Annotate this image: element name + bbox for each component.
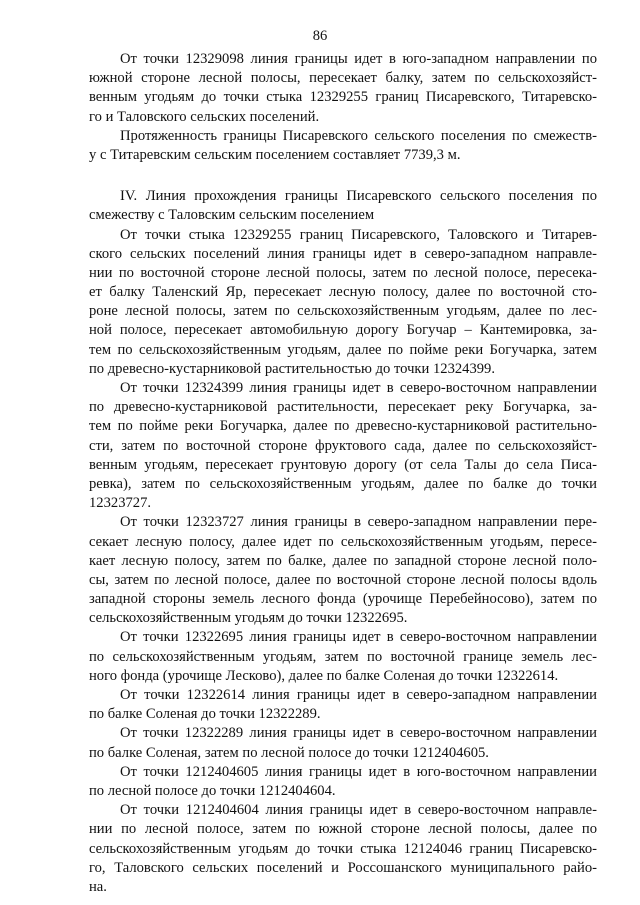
text-line: по древесно-кустарниковой растительности, пересекает реку Богучарка, за- <box>89 399 597 416</box>
text-line: От точки 12329098 линия границы идет в юго-западном направлении по <box>120 51 597 67</box>
text-line: От точки 12322695 линия границы идет в северо-восточном направлении <box>120 629 597 646</box>
text-line: От точки 12323727 линия границы в северо-западном направлении пере- <box>120 514 597 531</box>
text-line: по сельскохозяйственным угодьям, затем по восточной границе земель лес- <box>89 648 597 665</box>
text-line: ной полосе, пересекает автомобильную дорогу Богучар – Кантемировка, за- <box>89 322 597 339</box>
text-line: IV. Линия прохождения границы Писаревского сельского поселения по <box>120 188 597 205</box>
text-line: ного фонда (урочище Лесково), далее по балке Соленая до точки 12322614. <box>89 667 559 684</box>
text-line: кает лесную полосу, затем по балке, далее по западной стороне лесной поло- <box>89 552 597 569</box>
text-line: секает лесную полосу, далее идет по сельскохозяйственным угодьям, пересе- <box>89 533 597 550</box>
text-line: Протяженность границы Писаревского сельского поселения по смежеств- <box>120 127 597 144</box>
text-line: по лесной полосе до точки 1212404604. <box>89 782 336 799</box>
text-line: сельскохозяйственным угодьям до точки стыка 12124046 границ Писаревско- <box>89 840 597 857</box>
text-line: От точки 1212404604 линия границы идет в северо-восточном направле- <box>120 802 597 819</box>
paragraph <box>89 724 597 762</box>
section-gap <box>89 165 597 187</box>
text-line: сти, затем по восточной стороне фруктового сада, далее по сельскохозяйст- <box>89 437 597 454</box>
paragraph <box>89 686 597 724</box>
text-line: От точки стыка 12329255 границ Писаревского, Таловского и Титарев- <box>120 226 597 243</box>
text-line: венным угодьям до точки стыка 12329255 границ Писаревского, Титаревско- <box>89 89 597 106</box>
text-line: тем по пойме реки Богучарка, далее по древесно-кустарниковой растительно- <box>89 418 597 435</box>
text-line: сы, затем по лесной полосе, далее по восточной стороне лесной полосы вдоль <box>89 571 597 588</box>
text-line: роне лесной полосы, затем по сельскохозяйственным угодьям, далее по лес- <box>89 303 597 320</box>
text-line: го, Таловского сельских поселений и Россошанского муниципального райо- <box>89 859 597 876</box>
text-line: тем по сельскохозяйственным угодьям, далее по пойме реки Богучарка, затем <box>89 341 597 358</box>
text-line: 12323727. <box>89 495 152 512</box>
text-line: От точки 12322614 линия границы идет в северо-западном направлении <box>120 687 597 703</box>
paragraph <box>89 801 597 897</box>
text-line: ревка), затем по сельскохозяйственным угодьям, далее по балке до точки <box>89 475 597 492</box>
paragraph <box>89 379 597 513</box>
paragraph <box>89 50 597 127</box>
paragraph <box>89 513 597 628</box>
text-line: по балке Соленая, затем по лесной полосе до точки 1212404605. <box>89 744 489 761</box>
text-line: ет балку Таленский Яр, пересекает лесную полосу, далее по восточной сто- <box>89 284 597 301</box>
section-heading <box>89 187 597 225</box>
text-line: по древесно-кустарниковой растительностью до точки 12324399. <box>89 360 495 377</box>
page-number: 86 <box>312 28 328 44</box>
paragraph <box>89 226 597 380</box>
text-line: у с Титаревским сельским поселением составляет 7739,3 м. <box>89 146 461 163</box>
text-line: южной стороне лесной полосы, пересекает балку, затем по сельскохозяйст- <box>89 70 597 87</box>
text-line: От точки 12324399 линия границы идет в северо-восточном направлении <box>120 380 597 396</box>
paragraph <box>89 127 597 165</box>
text-line: по балке Соленая до точки 12322289. <box>89 706 321 723</box>
text-line: на. <box>89 878 107 895</box>
text-line: западной стороны земель лесного фонда (урочище Перебейносово), затем по <box>89 591 597 608</box>
paragraph <box>89 763 597 801</box>
paragraph <box>89 628 597 686</box>
text-line: нии по восточной стороне лесной полосы, затем по лесной полосе, пересека- <box>89 264 597 281</box>
text-line: смежеству с Таловским сельским поселением <box>89 207 375 224</box>
text-line: нии по лесной полосе, затем по южной стороне лесной полосы, далее по <box>89 821 597 838</box>
text-line: го и Таловского сельских поселений. <box>89 108 320 125</box>
text-line: ского сельских поселений линия границы идет в северо-западном направле- <box>89 245 597 262</box>
text-line: От точки 1212404605 линия границы идет в юго-восточном направлении <box>120 763 597 780</box>
text-line: От точки 12322289 линия границы идет в северо-восточном направлении <box>120 725 597 742</box>
document-body <box>89 50 597 897</box>
text-line: сельскохозяйственным угодьям до точки 12322695. <box>89 610 408 627</box>
text-line: венным угодьям, пересекает грунтовую дорогу (от села Талы до села Писа- <box>89 456 597 473</box>
